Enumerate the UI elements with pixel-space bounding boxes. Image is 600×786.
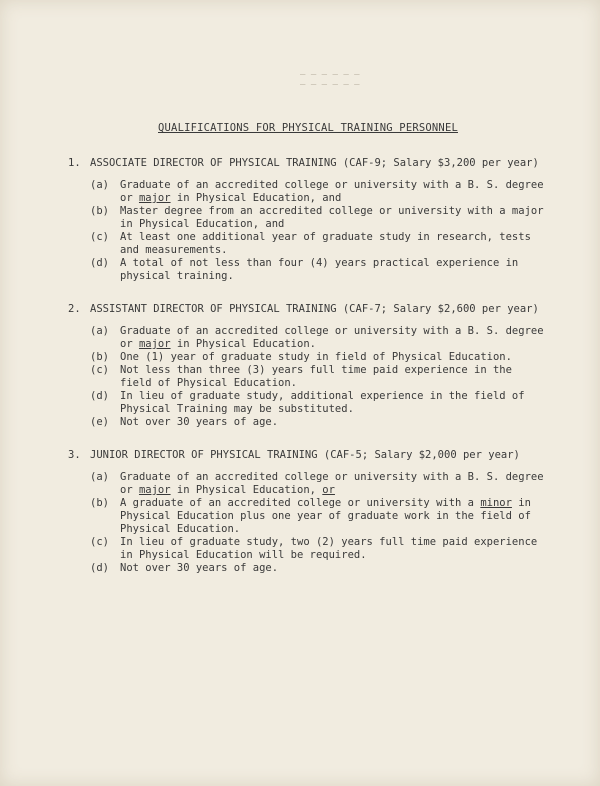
underlined-word: major [138,192,171,204]
item-label: (a) [90,471,109,483]
bleed-through-text: — — — — — — [300,80,360,90]
underlined-word: minor [480,497,512,509]
section-assistant-director [68,303,548,429]
item-text-part: or [120,192,139,204]
section-heading [68,157,548,170]
item-text-line: Graduate of an accredited college or university with a B. S. degree [120,179,544,191]
section-number: 2. [68,303,81,315]
list-item [90,562,548,575]
list-item [90,364,548,390]
list-item [90,257,548,283]
item-text-part: or [120,338,139,350]
item-label: (d) [90,257,109,269]
bleed-through-text: — — — — — — [300,70,360,80]
underlined-word: major [138,338,171,350]
item-label: (b) [90,205,109,217]
item-text: A total of not less than four (4) years practical experience in physical training. [120,257,519,282]
section-number: 3. [68,449,81,461]
item-text-line: Graduate of an accredited college or university with a B. S. degree [120,471,544,483]
list-item [90,325,548,351]
item-text: In lieu of graduate study, additional experience in the field of Physical Training may be substituted. [120,390,525,415]
section-heading [68,449,548,462]
list-item [90,471,548,497]
underlined-word: major [138,484,171,496]
item-text-part: A graduate of an accredited college or university with a [120,497,481,509]
item-label: (b) [90,351,109,363]
document-title: QUALIFICATIONS FOR PHYSICAL TRAINING PERSONNEL [158,122,458,134]
section-associate-director [68,157,548,283]
section-title: ASSISTANT DIRECTOR OF PHYSICAL TRAINING (CAF-7; Salary $2,600 per year) [90,303,539,315]
item-text-part: or [120,484,139,496]
requirement-list [90,179,548,283]
list-item [90,390,548,416]
section-title: ASSOCIATE DIRECTOR OF PHYSICAL TRAINING (CAF-9; Salary $3,200 per year) [90,157,539,169]
item-text: Not over 30 years of age. [120,562,279,574]
section-heading [68,303,548,316]
item-text [120,179,548,205]
item-label: (b) [90,497,109,509]
item-label: (d) [90,390,109,402]
item-label: (c) [90,364,109,376]
item-text [120,325,548,351]
item-text-part: in Physical Education plus one year of graduate work in the field of Physical Education. [120,497,531,535]
item-label: (d) [90,562,109,574]
list-item [90,179,548,205]
requirement-list [90,325,548,429]
item-text: Master degree from an accredited college or university with a major in Physical Education, and [120,205,544,230]
list-item [90,497,548,536]
underlined-word: or [322,484,335,496]
section-junior-director [68,449,548,575]
item-text [120,497,548,536]
item-text: Not over 30 years of age. [120,416,279,428]
item-label: (e) [90,416,109,428]
item-text: Not less than three (3) years full time paid experience in the field of Physical Education. [120,364,512,389]
item-text-part: in Physical Education, and [170,192,342,204]
section-title: JUNIOR DIRECTOR OF PHYSICAL TRAINING (CAF-5; Salary $2,000 per year) [90,449,520,461]
item-text: One (1) year of graduate study in field of Physical Education. [120,351,512,363]
item-label: (c) [90,231,109,243]
list-item [90,231,548,257]
list-item [90,205,548,231]
requirement-list [90,471,548,575]
list-item [90,536,548,562]
list-item [90,351,548,364]
item-label: (a) [90,179,109,191]
item-text: At least one additional year of graduate study in research, tests and measurements. [120,231,531,256]
item-label: (c) [90,536,109,548]
list-item [90,416,548,429]
document-body [68,122,548,595]
section-number: 1. [68,157,81,169]
item-label: (a) [90,325,109,337]
item-text-line: Graduate of an accredited college or university with a B. S. degree [120,325,544,337]
item-text-part: in Physical Education, [170,484,323,496]
item-text [120,471,548,497]
item-text-part: in Physical Education. [170,338,316,350]
item-text: In lieu of graduate study, two (2) years full time paid experience in Physical Education will be required. [120,536,538,561]
